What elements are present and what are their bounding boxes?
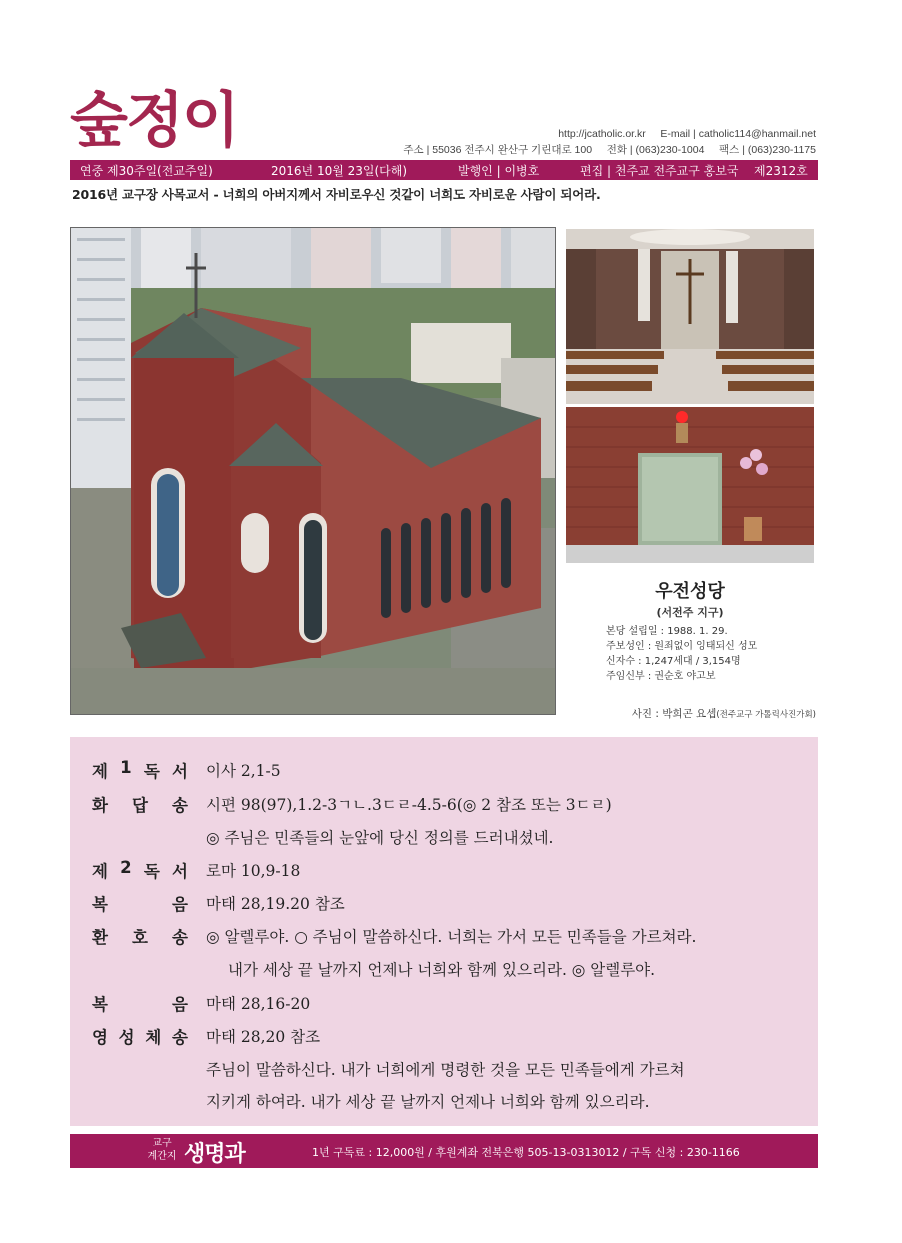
address-text: 주소 | 55036 전주시 완산구 기린대로 100 — [403, 144, 593, 156]
reading-text: 주님이 말씀하신다. 내가 너희에게 명령한 것을 모든 민족들에게 가르쳐 — [206, 1061, 685, 1079]
church-exterior-photo — [70, 227, 556, 715]
publisher: 발행인 | 이병호 — [458, 164, 540, 178]
reading-label: 복 음 — [92, 895, 188, 914]
contact-info: http://jcatholic.or.kr E-mail | catholic114@hanmail.net 주소 | 55036 전주시 완산구 기린대로 100 전화 | (063)230-1004 팩스 | (063)230-1175 — [403, 128, 816, 156]
church-details — [606, 624, 757, 684]
pastor-name: 주임신부 : 권순호 야고보 — [606, 671, 716, 682]
footer-label: 교구 계간지 — [147, 1138, 177, 1162]
magazine-logo: 생명과 — [184, 1142, 245, 1167]
reading-label: 제 1 독 서 — [92, 758, 188, 781]
reading-text: 마태 28,20 참조 — [206, 1028, 321, 1046]
issue-number: 제2312호 — [754, 164, 808, 178]
founded-date: 본당 설립일 : 1988. 1. 29. — [606, 626, 728, 637]
reading-text: ◎ 주님은 민족들의 눈앞에 당신 정의를 드러내셨네. — [206, 829, 554, 847]
reading-label: 환 호 송 — [92, 928, 188, 947]
reading-label: 복 음 — [92, 995, 188, 1014]
reading-label: 영 성 체 송 — [92, 1028, 188, 1047]
email-label: E-mail — [660, 128, 691, 140]
issue-week: 연중 제30주일(전교주일) — [80, 164, 213, 178]
reading-label: 제 2 독 서 — [92, 858, 188, 881]
photo-credit-org: (전주교구 가톨릭사진가회) — [716, 710, 816, 720]
reading-label: 화 답 송 — [92, 796, 188, 815]
reading-text: 로마 10,9-18 — [206, 862, 301, 880]
reading-text: ◎ 알렐루야. ○ 주님이 말씀하신다. 너희는 가서 모든 민족들을 가르쳐라. — [206, 928, 697, 946]
tabernacle-photo — [566, 407, 814, 563]
issue-date: 2016년 10월 23일(다해) — [271, 164, 408, 178]
website-link[interactable]: http://jcatholic.or.kr — [558, 128, 646, 140]
reading-text: 지키게 하여라. 내가 세상 끝 날까지 언제나 너희와 함께 있으리라. — [206, 1093, 650, 1111]
newsletter-logo: 숲정이 — [70, 86, 238, 156]
phone-text: 전화 | (063)230-1004 — [606, 144, 705, 156]
issue-band — [70, 160, 818, 180]
photo-credit-name: 사진 : 박희곤 요셉 — [631, 708, 717, 720]
reading-text: 내가 세상 끝 날까지 언제나 너희와 함께 있으리라. ◎ 알렐루야. — [228, 961, 656, 979]
church-name: 우전성당 — [655, 581, 725, 602]
subscription-info: 1년 구독료 : 12,000원 / 후원계좌 전북은행 505-13-0313012 / 구독 신청 : 230-1166 — [312, 1146, 740, 1159]
fax-text: 팩스 | (063)230-1175 — [719, 144, 816, 156]
editor: 편집 | 천주교 전주교구 홍보국 — [580, 164, 739, 178]
church-district: (서전주 지구) — [656, 606, 724, 619]
footer-band — [70, 1134, 818, 1168]
email-link[interactable]: catholic114@hanmail.net — [698, 128, 816, 140]
reading-text: 마태 28,19.20 참조 — [206, 895, 345, 913]
patron-saint: 주보성인 : 원죄없이 잉태되신 성모 — [606, 641, 758, 652]
photo-credit — [632, 706, 816, 721]
reading-text: 이사 2,1-5 — [206, 762, 281, 780]
pastoral-letter-subtitle: 2016년 교구장 사목교서 - 너희의 아버지께서 자비로우신 것같이 너희도 자비로운 사람이 되어라. — [72, 187, 601, 202]
reading-text: 시편 98(97),1.2-3ㄱㄴ.3ㄷㄹ-4.5-6(◎ 2 참조 또는 3ㄷㄹ) — [206, 796, 612, 814]
reading-text: 마태 28,16-20 — [206, 995, 311, 1013]
church-interior-photo — [566, 229, 814, 404]
member-count: 신자수 : 1,247세대 / 3,154명 — [606, 656, 741, 667]
readings-box — [70, 737, 818, 1126]
